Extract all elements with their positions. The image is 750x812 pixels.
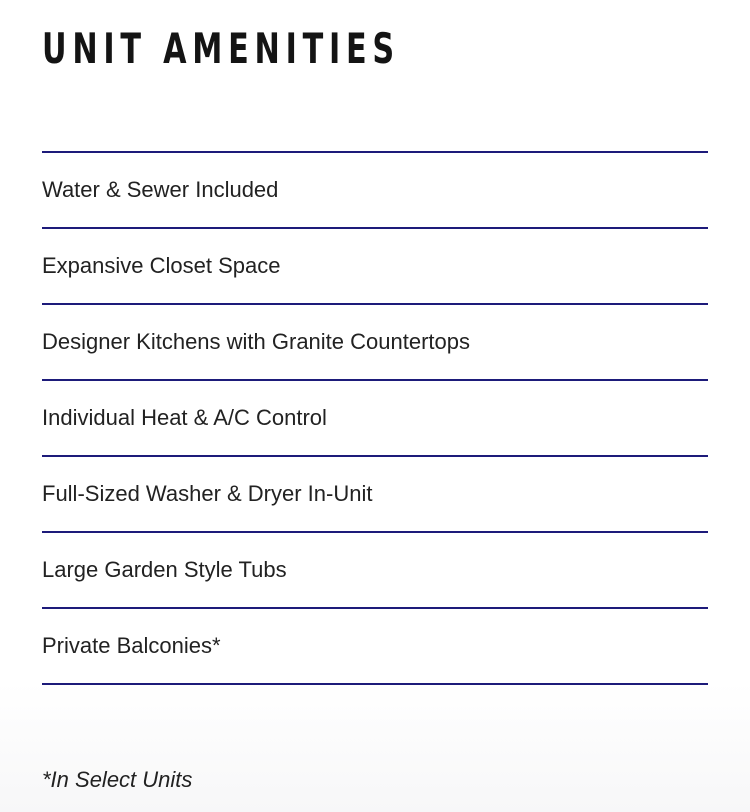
amenity-garden-tubs (42, 531, 708, 607)
amenity-label: Full-Sized Washer & Dryer In-Unit (42, 481, 373, 506)
amenity-washer-dryer (42, 455, 708, 531)
amenity-label: Private Balconies* (42, 633, 221, 658)
amenity-label: Large Garden Style Tubs (42, 557, 287, 582)
select-units-footnote: *In Select Units (42, 767, 193, 792)
page-title: UNIT AMENITIES (42, 24, 400, 73)
amenity-label: Expansive Closet Space (42, 253, 281, 278)
amenity-label: Individual Heat & A/C Control (42, 405, 327, 430)
amenity-label: Water & Sewer Included (42, 177, 279, 202)
amenity-label: Designer Kitchens with Granite Countertops (42, 329, 470, 354)
amenity-closet-space (42, 227, 708, 303)
amenity-heat-ac-control (42, 379, 708, 455)
amenity-water-sewer (42, 151, 708, 227)
amenities-list (42, 151, 708, 685)
amenity-designer-kitchens (42, 303, 708, 379)
amenity-private-balconies (42, 607, 708, 685)
